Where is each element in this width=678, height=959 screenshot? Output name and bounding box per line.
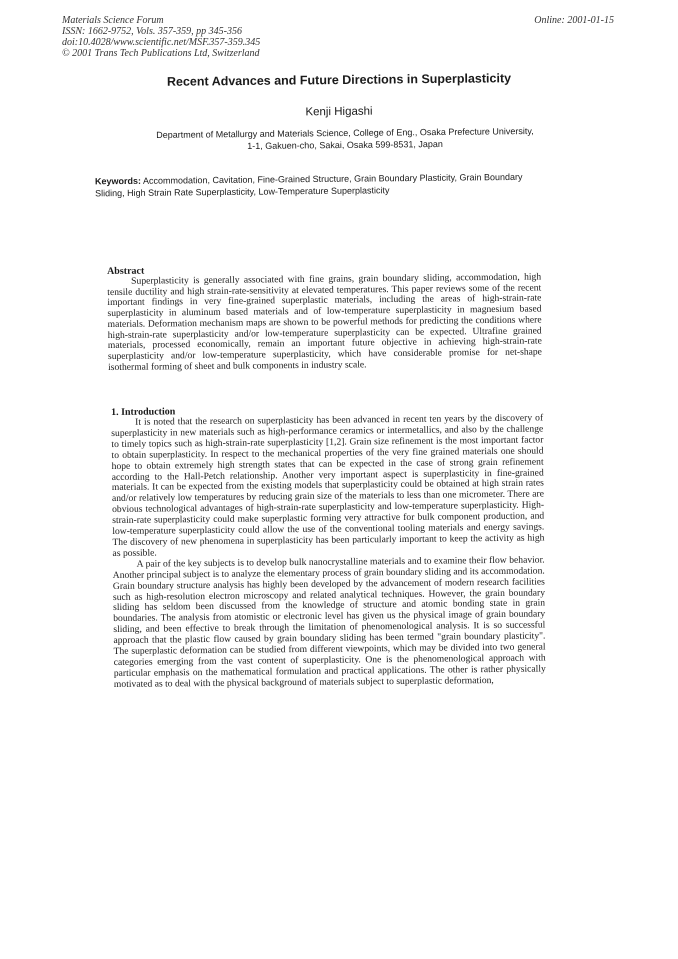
author-name: Kenji Higashi: [305, 105, 373, 119]
introduction-section: [111, 402, 546, 690]
paper-title: Recent Advances and Future Directions in Superplasticity: [166, 71, 512, 89]
affiliation-line-2: 1-1, Gakuen-cho, Sakai, Osaka 599-8531, Japan: [247, 138, 443, 152]
keywords-label: Keywords:: [94, 175, 142, 187]
introduction-heading: 1. Introduction: [111, 406, 176, 418]
copyright-line: © 2001 Trans Tech Publications Ltd, Switzerland: [62, 48, 260, 59]
abstract-heading: Abstract: [107, 265, 145, 277]
affiliation-line-1: Department of Metallurgy and Materials Science, College of Eng., Osaka Prefecture University,: [156, 126, 534, 140]
abstract-section: [107, 261, 542, 373]
keywords: [95, 171, 540, 200]
publication-info: [62, 15, 260, 59]
online-date: Online: 2001-01-15: [534, 15, 614, 26]
doi-line[interactable]: doi:10.4028/www.scientific.net/MSF.357-359.345: [62, 37, 261, 48]
introduction-paragraph-1: It is noted that the research on superplasticity has been advanced in recent ten years by the discovery of superplasticity in new materials such as high-performance ceramics or intermetallics, and also by the challenge to timely topics such as high-strain-rate superplasticity [1,2]. Grain size refinement is the most important factor to obtain superplasticity. In respect to the mechanical properties of the very fine grained materials one should hope to obtain extremely high strength states that can be expected in the case of strong grain refinement according to the Hall-Petch relationship. Another very important aspect is superplasticity in fine-grained materials. It can be expected from the existing models that superplasticity could be obtained at high strain rates and/or relatively low temperatures by reducing grain size of the materials to less than one micrometer. There are obvious technological advantages of high-strain-rate superplasticity and low-temperature superplasticity. High-strain-rate superplasticity could make superplastic forming very attractive for bulk component production, and low-temperature superplasticity could allow the use of the conventional tooling materials and energy savings. The discovery of new phenomena in superplasticity has been particularly important to keep the activity as high as possible.: [111, 412, 545, 559]
keywords-text: Accommodation, Cavitation, Fine-Grained Structure, Grain Boundary Plasticity, Grain Boundary Sliding, High Strain Rate Superplasticity, Low-Temperature Superplasticity: [95, 171, 523, 199]
issn-line: ISSN: 1662-9752, Vols. 357-359, pp 345-356: [62, 26, 242, 37]
affiliation: [90, 124, 600, 153]
introduction-paragraph-2: A pair of the key subjects is to develop bulk nanocrystalline materials and to examine their flow behavior. Another principal subject is to analyze the elementary process of grain boundary sliding and its accommodation. Grain boundary structure analysis has highly been developed by the advancement of modern research facilities such as high-resolution electron microscopy and related analytical techniques. However, the grain boundary sliding has seldom been discussed from the knowledge of structure and atomic bonding state in grain boundaries. The analysis from atomistic or electronic level has given us the physical image of grain boundary sliding, and been effective to break through the limitation of phenomenological analysis. It is so successful approach that the plastic flow caused by grain boundary sliding has been termed "grain boundary plasticity". The superplastic deformation can be studied from different viewpoints, which may be divided into two general categories emerging from the vast content of superplasticity. One is the phenomenological approach with particular emphasis on the mathematical formulation and practical applications. The other is rather physically motivated as to deal with the physical background of materials subject to superplastic deformation,: [112, 554, 546, 690]
abstract-text: Superplasticity is generally associated with fine grains, grain boundary sliding, accommodation, high tensile ductility and high strain-rate-sensitivity at elevated temperatures. This paper reviews some of the recent important findings in very fine-grained superplastic materials, including the areas of high-strain-rate superplasticity in aluminum based materials and of low-temperature superplasticity in magnesium based materials. Deformation mechanism maps are shown to be powerful methods for predicting the conditions where high-strain-rate superplasticity and/or low-temperature superplasticity can be expected. Ultrafine grained materials, processed economically, remain an important future objective in achieving high-strain-rate superplasticity and/or low-temperature superplasticity, which have considerable promise for net-shape isothermal forming of sheet and bulk components in industry scale.: [107, 271, 542, 373]
journal-name: Materials Science Forum: [62, 15, 164, 26]
